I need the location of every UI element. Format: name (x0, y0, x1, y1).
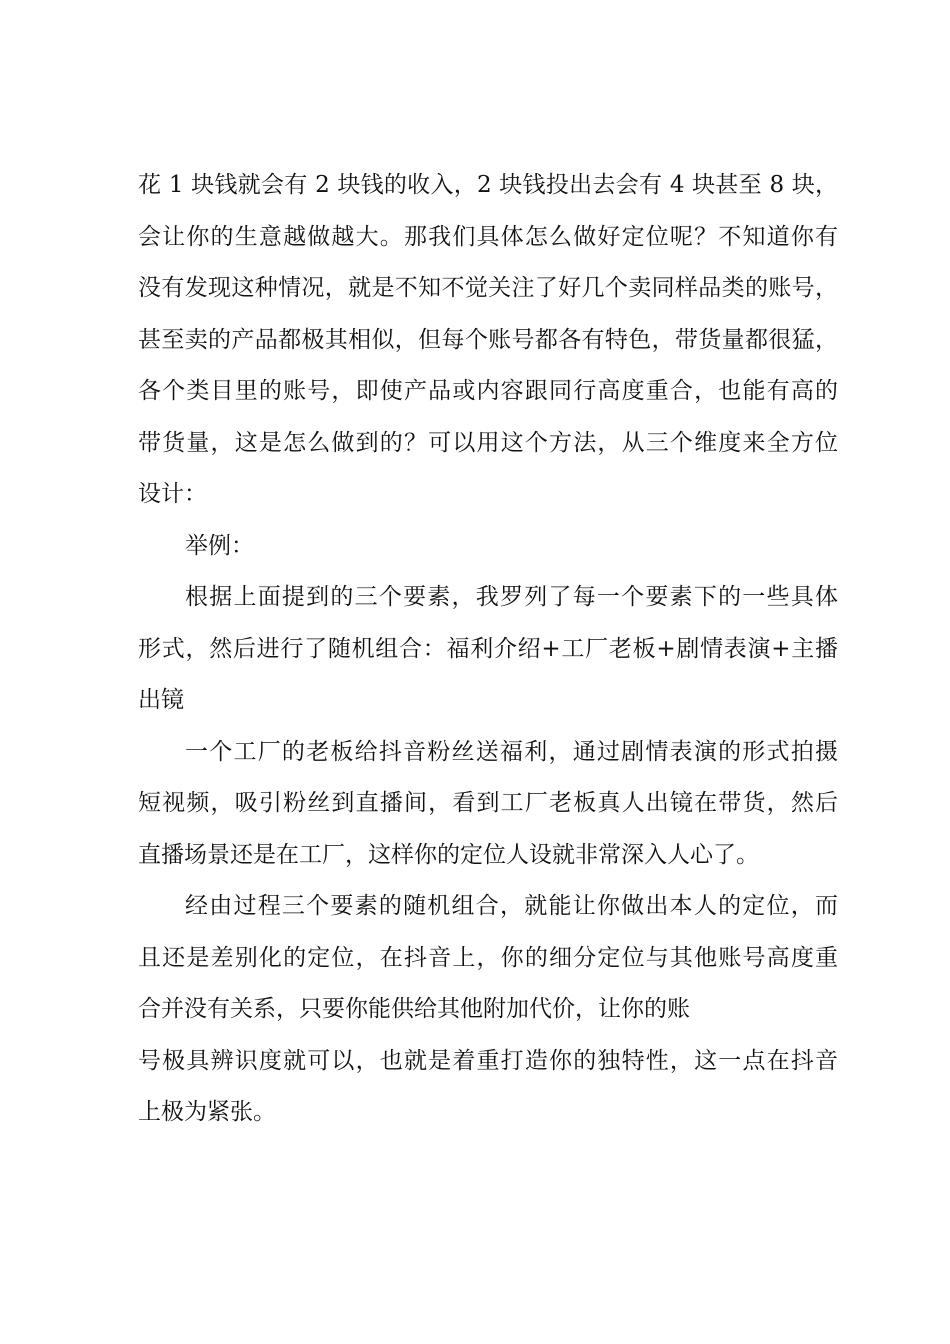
paragraph-start-line: 举例： (185, 532, 254, 559)
text-line: 形式，然后进行了随机组合：福利介绍+工厂老板+剧情表演+主播 (138, 635, 838, 662)
paragraph-start-line: 根据上面提到的三个要素，我罗列了每一个要素下的一些具体 (185, 584, 838, 610)
text-line: 甚至卖的产品都极其相似，但每个账号都各有特色，带货量都很猛， (138, 326, 838, 353)
text-line: 没有发现这种情况，就是不知不觉关注了好几个卖同样品类的账号， (138, 275, 838, 301)
text-line: 设计： (138, 481, 207, 507)
text-line: 合并没有关系，只要你能供给其他附加代价，让你的账 (138, 996, 690, 1022)
text-line: 号极具辨识度就可以，也就是着重打造你的独特性，这一点在抖音 (138, 1047, 838, 1074)
text-line: 短视频，吸引粉丝到直播间，看到工厂老板真人出镜在带货，然后 (138, 790, 838, 816)
text-line: 会让你的生意越做越大。那我们具体怎么做好定位呢？不知道你有 (138, 223, 838, 250)
text-line: 且还是差别化的定位，在抖音上，你的细分定位与其他账号高度重 (138, 944, 838, 971)
text-line: 上极为紧张。 (138, 1099, 276, 1125)
text-line: 直播场景还是在工厂，这样你的定位人设就非常深入人心了。 (138, 841, 759, 868)
text-line: 花 1 块钱就会有 2 块钱的收入，2 块钱投出去会有 4 块甚至 8 块， (138, 172, 838, 198)
text-line: 出镜 (138, 687, 184, 713)
paragraph-start-line: 一个工厂的老板给抖音粉丝送福利，通过剧情表演的形式拍摄 (185, 738, 838, 765)
paragraph-start-line: 经由过程三个要素的随机组合，就能让你做出本人的定位，而 (185, 893, 838, 919)
text-line: 各个类目里的账号，即使产品或内容跟同行高度重合，也能有高的 (138, 378, 838, 404)
body-text (138, 160, 838, 1139)
text-line: 带货量，这是怎么做到的？可以用这个方法，从三个维度来全方位 (138, 429, 838, 456)
